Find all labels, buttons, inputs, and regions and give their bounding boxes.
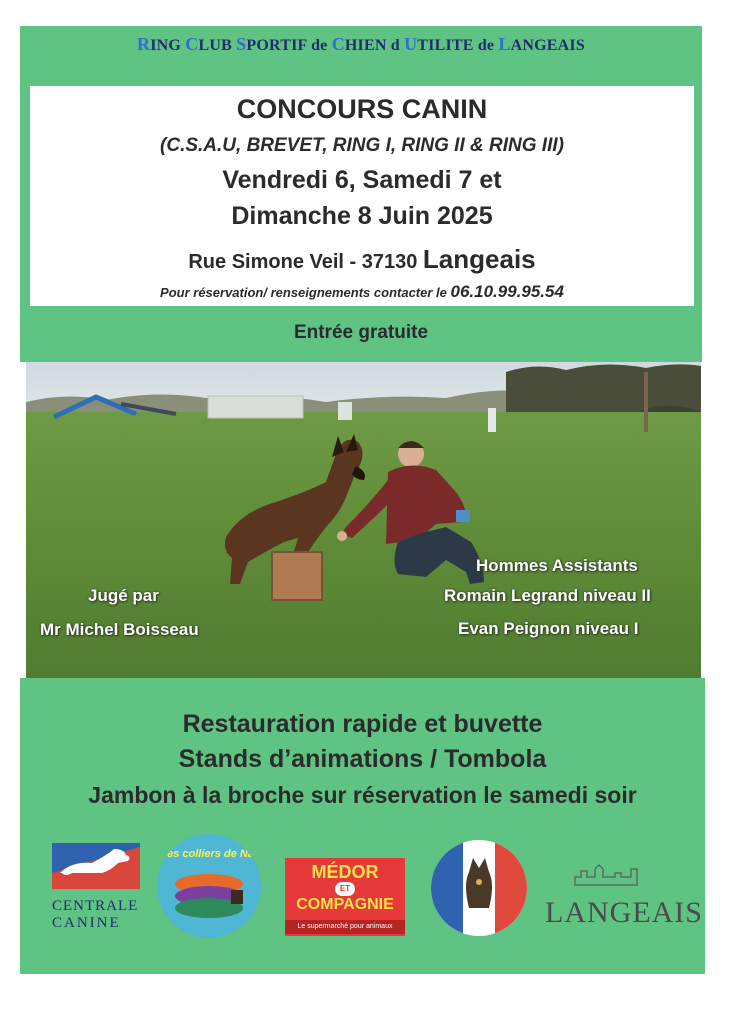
club-word: HIEN d <box>344 37 405 54</box>
assistants-title: Hommes Assistants <box>476 556 638 575</box>
free-entry-text: Entrée gratuite <box>293 322 429 343</box>
collar-icon <box>171 870 247 920</box>
medor-et: ET <box>335 882 355 896</box>
colliers-de-nat-logo <box>157 834 261 938</box>
centrale-canine-line-2: CANINE <box>52 915 121 931</box>
contact-phone[interactable]: 06.10.99.95.54 <box>450 282 564 301</box>
judge-name: Mr Michel Boisseau <box>40 620 199 639</box>
assistant-2: Evan Peignon niveau I <box>458 619 639 638</box>
club-initial: C <box>185 34 199 54</box>
colliers-text: Les colliers de Nat <box>160 848 258 860</box>
centrale-canine-logo <box>52 843 142 933</box>
dog-training-photo <box>26 362 701 692</box>
event-categories: (C.S.A.U, BREVET, RING I, RING II & RING III) <box>160 135 564 156</box>
club-word: ANGEAIS <box>510 37 585 54</box>
event-contact <box>30 282 694 302</box>
info-ham: Jambon à la broche sur réservation le samedi soir <box>88 782 637 808</box>
medor-tagline: Le supermarché pour animaux <box>285 920 405 934</box>
langeais-text: LANGEAIS <box>545 896 703 929</box>
club-word: PORTIF de <box>246 37 332 54</box>
event-address <box>30 244 694 275</box>
club-initial: R <box>137 34 151 54</box>
club-initial: C <box>331 34 345 54</box>
centrale-canine-emblem <box>52 843 142 891</box>
event-dates-line-2: Dimanche 8 Juin 2025 <box>231 202 493 230</box>
centrale-canine-line-1: CENTRALE <box>52 898 139 914</box>
medor-et-compagnie-logo <box>285 858 405 936</box>
castle-icon <box>545 855 685 891</box>
club-initial: U <box>404 34 418 54</box>
info-food: Restauration rapide et buvette <box>182 710 543 738</box>
club-emblem-logo <box>431 840 527 936</box>
shepherd-dog-icon <box>459 854 499 910</box>
address-street: Rue Simone Veil - 37130 <box>188 251 423 273</box>
club-word: TILITE de <box>417 37 499 54</box>
club-initial: L <box>498 34 511 54</box>
address-city: Langeais <box>422 244 536 274</box>
event-title: CONCOURS CANIN <box>236 94 488 124</box>
event-info-box <box>30 86 694 306</box>
contact-label: Pour réservation/ renseignements contacter le <box>160 285 451 300</box>
medor-subtitle: COMPAGNIE <box>296 896 394 913</box>
medor-title: MÉDOR <box>311 862 379 882</box>
assistant-1: Romain Legrand niveau II <box>444 586 651 605</box>
club-initial: S <box>236 34 247 54</box>
club-word: LUB <box>198 37 237 54</box>
club-name <box>20 34 702 55</box>
info-stands: Stands d’animations / Tombola <box>178 745 547 773</box>
event-dates-line-1: Vendredi 6, Samedi 7 et <box>222 166 502 194</box>
judge-label: Jugé par <box>88 586 159 605</box>
club-word: ING <box>150 37 186 54</box>
langeais-logo <box>545 855 703 935</box>
